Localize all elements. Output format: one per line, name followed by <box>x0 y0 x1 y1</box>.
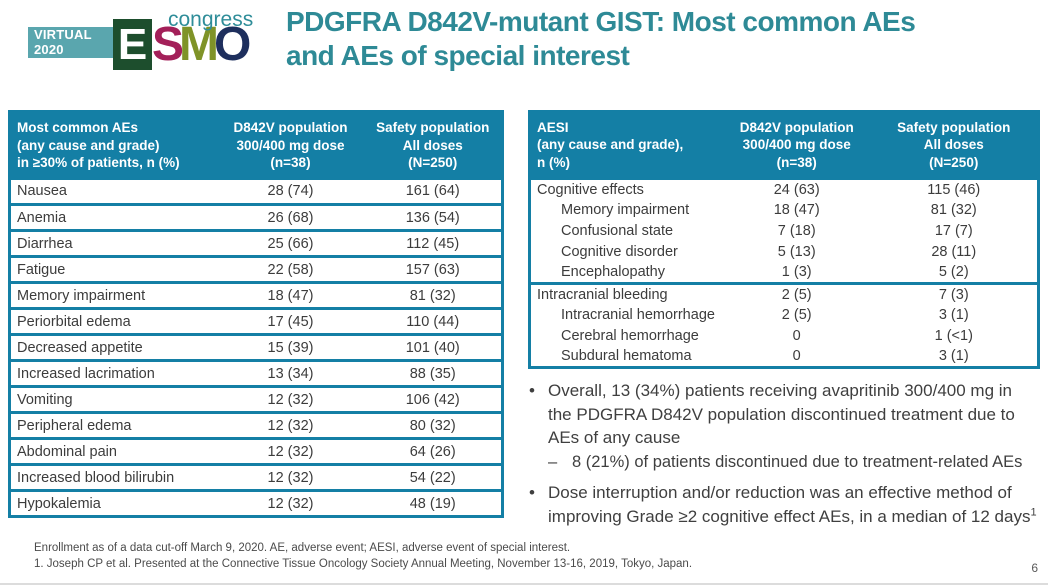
d842v-value: 12 (32) <box>267 391 314 408</box>
safety-value: 101 (40) <box>405 339 460 356</box>
ae-term: Memory impairment <box>17 287 146 304</box>
ae-term: Increased blood bilirubin <box>17 469 175 486</box>
ae-term: Encephalopathy <box>561 264 665 281</box>
ae-term: Intracranial bleeding <box>537 286 668 303</box>
table-row <box>530 326 1039 347</box>
table-row <box>10 387 503 413</box>
ae-term: Intracranial hemorrhage <box>561 307 715 323</box>
d842v-value: 15 (39) <box>267 339 314 356</box>
header-most-common-aes: Most common AEs (any cause and grade) in ≥30% of patients, n (%) <box>10 112 217 179</box>
table-header-row <box>10 112 503 179</box>
safety-value: 136 (54) <box>405 209 460 226</box>
table-row <box>530 347 1039 368</box>
table-header-row <box>530 112 1039 179</box>
safety-value: 80 (32) <box>409 417 456 434</box>
ae-term: Anemia <box>17 209 67 226</box>
d842v-value: 25 (66) <box>267 235 314 252</box>
d842v-value: 18 (47) <box>267 287 314 304</box>
ae-term: Nausea <box>17 183 67 200</box>
virtual-label: VIRTUAL <box>34 27 92 42</box>
d842v-value: 17 (45) <box>267 313 314 330</box>
ae-term: Decreased appetite <box>17 339 143 356</box>
table-row <box>10 205 503 231</box>
bullet-discontinuation: • Overall, 13 (34%) patients receiving avapritinib 300/400 mg in the PDGFRA D842V population discontinued treatment due to AEs of any cause – 8 (21%) of patients discontinued due to treatment-related AEs <box>527 379 1047 474</box>
table-row <box>530 179 1039 200</box>
footnotes <box>34 541 934 572</box>
safety-value: 3 (1) <box>938 307 969 323</box>
most-common-aes-table <box>8 110 504 518</box>
ae-term: Peripheral edema <box>17 417 132 434</box>
ae-term: Cerebral hemorrhage <box>561 328 699 344</box>
safety-value: 112 (45) <box>406 235 460 252</box>
safety-value: 7 (3) <box>938 286 969 303</box>
table-row <box>530 263 1039 284</box>
ae-term: Subdural hematoma <box>561 348 692 365</box>
table-row <box>530 284 1039 305</box>
d842v-value: 13 (34) <box>267 365 314 382</box>
d842v-value: 12 (32) <box>267 469 314 486</box>
ae-term: Periorbital edema <box>17 313 131 330</box>
d842v-value: 0 <box>792 348 801 365</box>
table-row <box>10 257 503 283</box>
congress-label: congress <box>168 8 254 31</box>
table-row <box>10 465 503 491</box>
reference-superscript: 1 <box>1030 505 1037 518</box>
safety-value: 161 (64) <box>405 183 460 200</box>
esmo-letter-e: E <box>113 19 152 70</box>
d842v-value: 26 (68) <box>267 209 314 226</box>
table-row <box>530 200 1039 221</box>
ae-term: Cognitive disorder <box>561 244 678 260</box>
page-title-line1: PDGFRA D842V-mutant GIST: Most common AEs <box>286 6 916 37</box>
footnote-abbreviations: Enrollment as of a data cut-off March 9, 2020. AE, adverse event; AESI, adverse event of special interest. <box>34 542 571 554</box>
d842v-value: 12 (32) <box>267 495 314 512</box>
table-row <box>10 335 503 361</box>
esmo-letter-s: S <box>152 18 183 71</box>
safety-value: 54 (22) <box>409 469 456 486</box>
safety-value: 106 (42) <box>405 391 460 408</box>
safety-value: 3 (1) <box>938 348 969 365</box>
safety-value: 88 (35) <box>409 365 456 382</box>
safety-value: 81 (32) <box>930 202 977 218</box>
safety-value: 64 (26) <box>409 443 456 460</box>
aesi-table <box>528 110 1040 369</box>
page-title <box>286 5 1036 73</box>
virtual-year: 2020 <box>34 41 64 57</box>
esmo-letter-o: O <box>214 18 250 71</box>
d842v-value: 22 (58) <box>267 261 314 278</box>
d842v-value: 24 (63) <box>773 181 820 198</box>
table-row <box>10 439 503 465</box>
table-row <box>530 242 1039 263</box>
table-row <box>10 361 503 387</box>
safety-value: 110 (44) <box>406 313 460 330</box>
d842v-value: 18 (47) <box>773 202 820 218</box>
table-row <box>10 179 503 205</box>
table-row <box>10 413 503 439</box>
ae-term: Abdominal pain <box>17 443 117 460</box>
safety-value: 157 (63) <box>405 261 460 278</box>
bullet-dose-interruption: • Dose interruption and/or reduction was an effective method of improving Grade ≥2 cognitive effect AEs, in a median of 12 days$^1$ <box>527 481 1047 528</box>
esmo-congress-logo <box>28 8 258 78</box>
safety-value: 1 (<1) <box>934 328 973 344</box>
safety-value: 48 (19) <box>409 495 456 512</box>
safety-value: 81 (32) <box>409 287 456 304</box>
header-safety-population: Safety population All doses (N=250) <box>364 112 502 179</box>
esmo-letter-m: M <box>179 18 217 71</box>
ae-term: Diarrhea <box>17 235 73 252</box>
table-row <box>10 309 503 335</box>
sub-bullet-treatment-related: – 8 (21%) of patients discontinued due to treatment-related AEs <box>548 451 1047 475</box>
table-row <box>10 491 503 517</box>
summary-bullets <box>527 379 1047 535</box>
d842v-value: 7 (18) <box>777 223 816 239</box>
d842v-value: 12 (32) <box>267 417 314 434</box>
header-aesi: AESI (any cause and grade), n (%) <box>530 112 723 179</box>
d842v-value: 0 <box>792 328 801 344</box>
d842v-value: 2 (5) <box>781 286 812 303</box>
page-title-line2: and AEs of special interest <box>286 40 630 71</box>
header-safety-population: Safety population All doses (N=250) <box>871 112 1039 179</box>
page-number: 6 <box>1031 561 1038 575</box>
footnote-reference: 1. Joseph CP et al. Presented at the Connective Tissue Oncology Society Annual Meeting, November 13-16, 2019, Tokyo, Japan. <box>34 557 693 570</box>
table-row <box>530 305 1039 326</box>
ae-term: Fatigue <box>17 261 66 278</box>
safety-value: 115 (46) <box>927 181 981 198</box>
d842v-value: 1 (3) <box>781 264 812 281</box>
virtual-2020-badge <box>28 27 113 58</box>
table-row <box>10 231 503 257</box>
d842v-value: 5 (13) <box>777 244 816 260</box>
d842v-value: 28 (74) <box>267 183 314 200</box>
ae-term: Memory impairment <box>561 202 690 218</box>
table-row <box>10 283 503 309</box>
ae-term: Cognitive effects <box>537 181 644 198</box>
table-row <box>530 221 1039 242</box>
safety-value: 28 (11) <box>931 244 977 260</box>
ae-term: Vomiting <box>17 391 73 408</box>
header-d842v-population: D842V population 300/400 mg dose (n=38) <box>217 112 365 179</box>
header-d842v-population: D842V population 300/400 mg dose (n=38) <box>723 112 871 179</box>
safety-value: 17 (7) <box>934 223 973 239</box>
d842v-value: 2 (5) <box>781 307 812 323</box>
ae-term: Confusional state <box>561 223 674 239</box>
safety-value: 5 (2) <box>938 264 969 281</box>
ae-term: Hypokalemia <box>17 495 101 512</box>
ae-term: Increased lacrimation <box>17 365 155 382</box>
d842v-value: 12 (32) <box>267 443 314 460</box>
